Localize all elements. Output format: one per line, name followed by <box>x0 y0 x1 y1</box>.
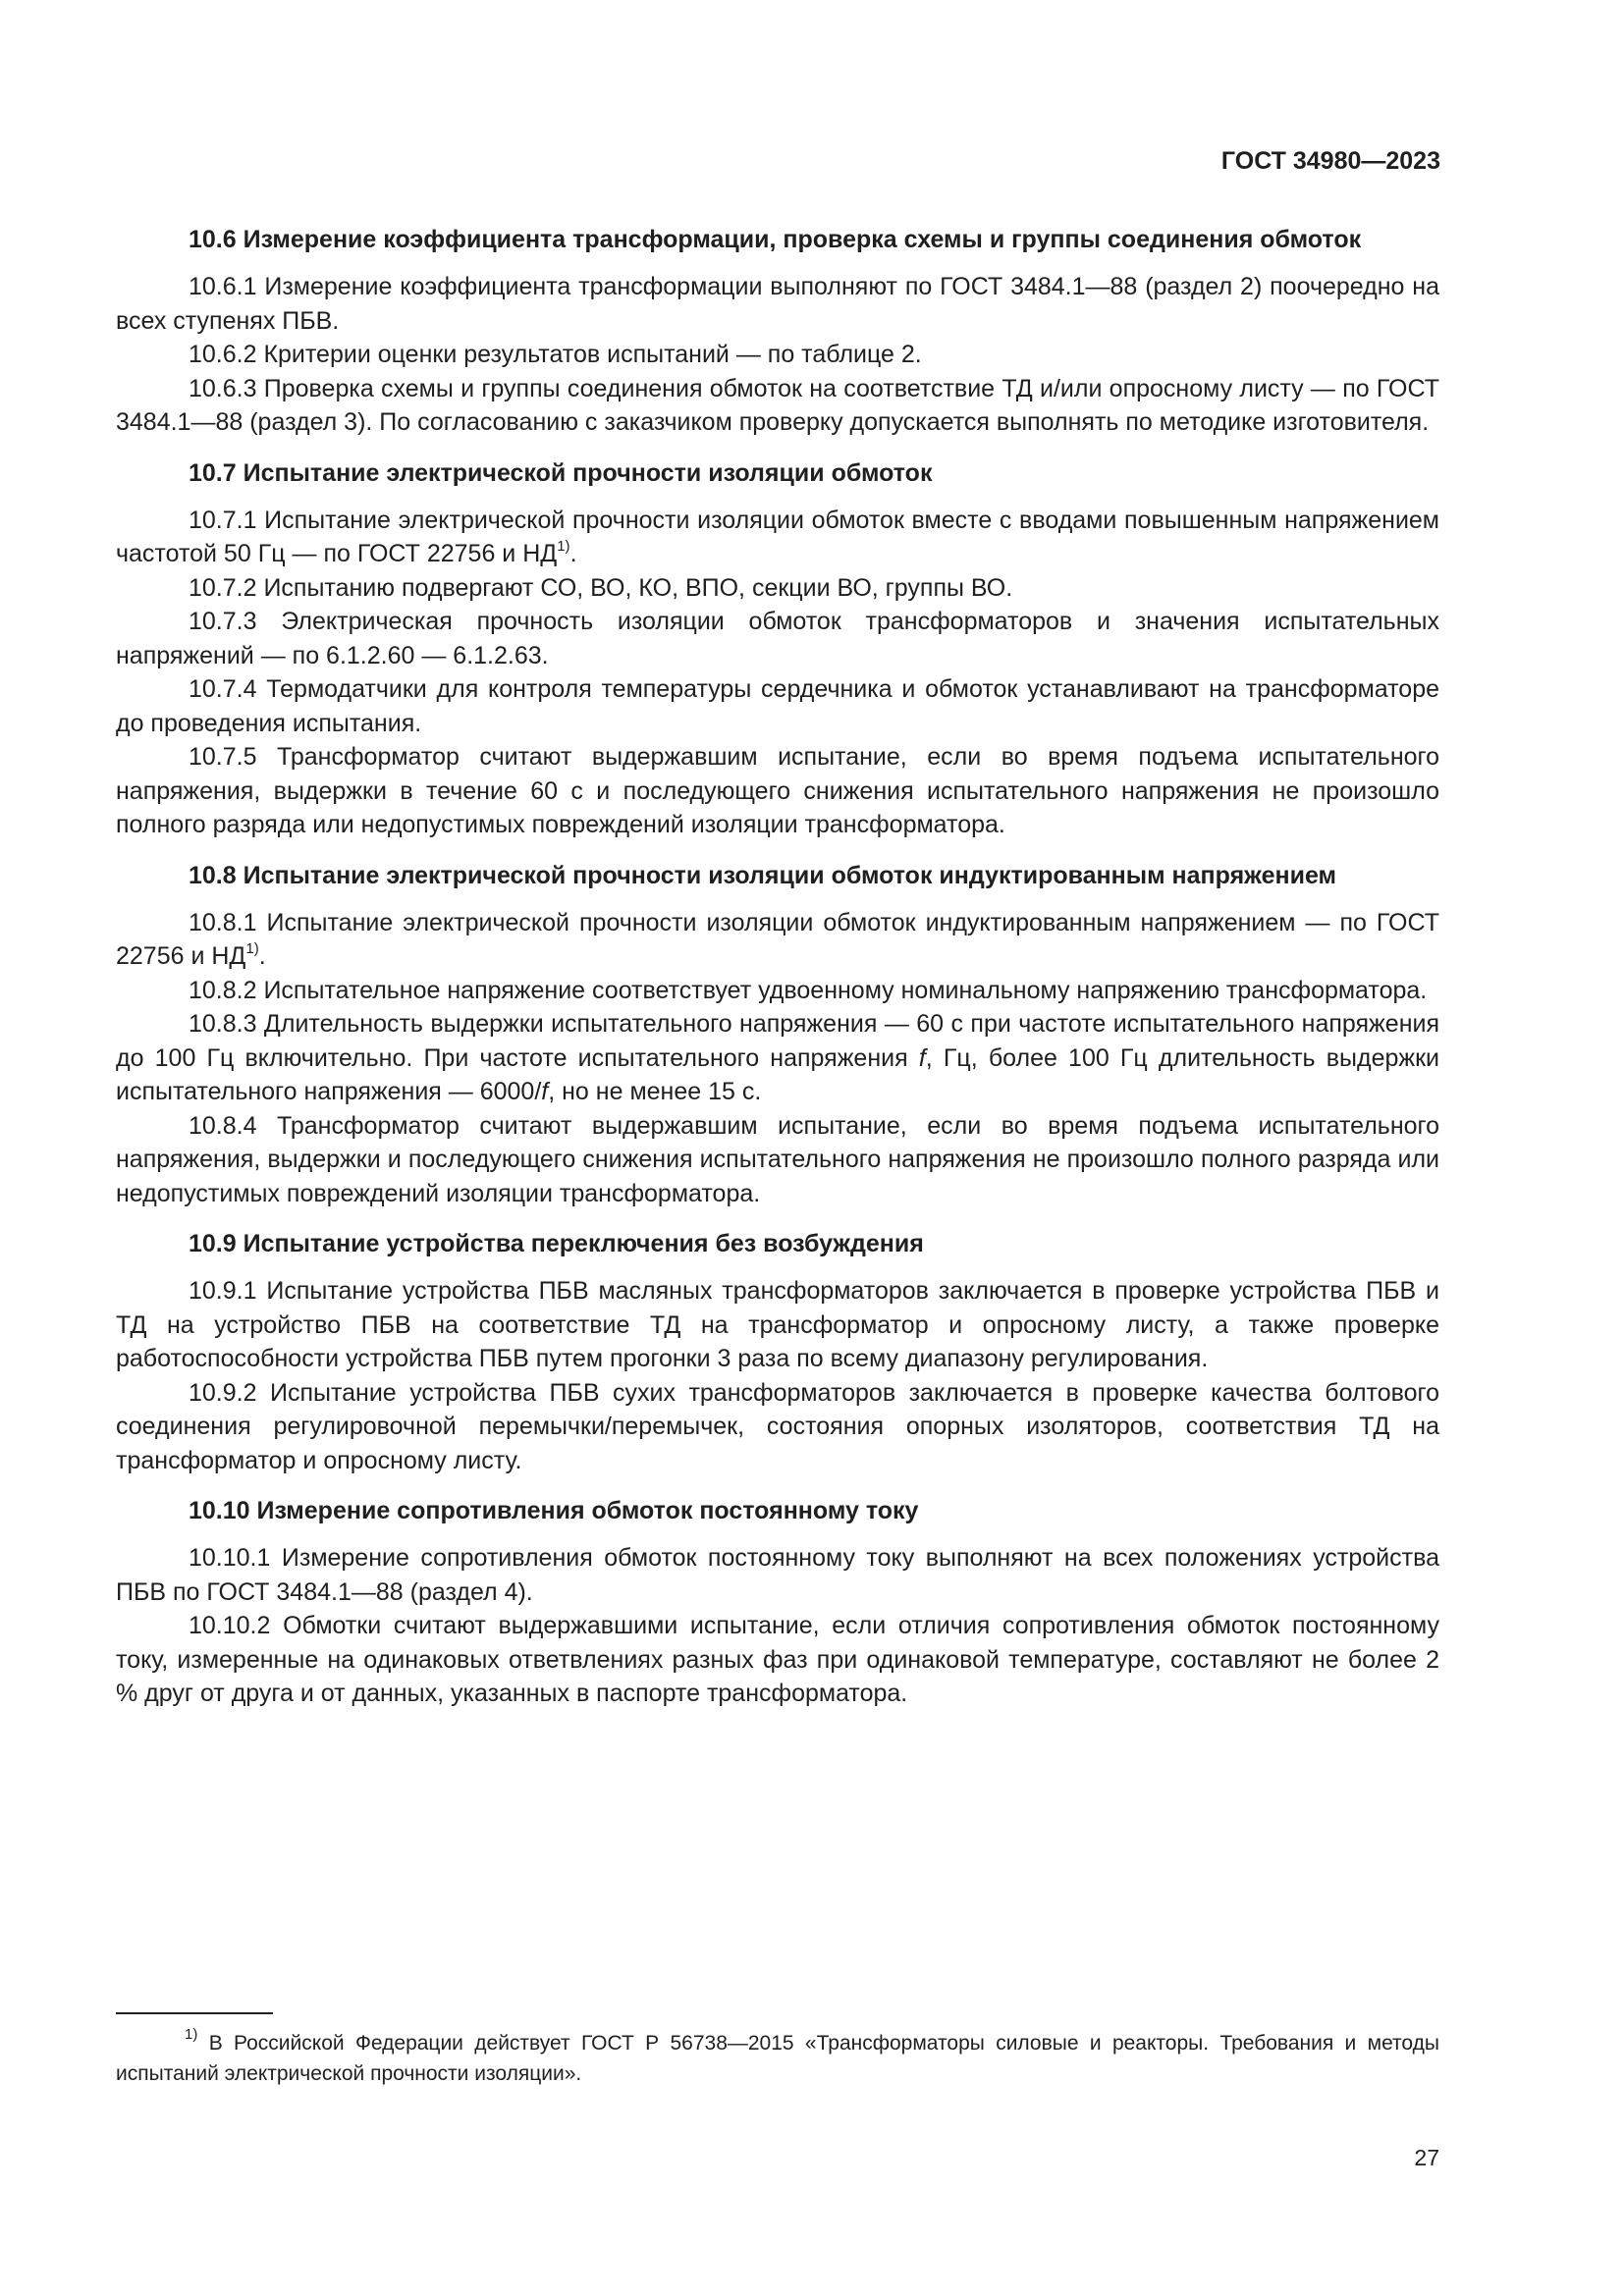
paragraph-text: 10.7.1 Испытание электрической прочности изоляции обмоток вместе с вводами повышенным напряжением частотой 50 Гц — по ГОСТ 22756 и НД <box>116 506 1439 567</box>
footnote-mark: 1) <box>185 2026 198 2043</box>
footnote-reference: 1) <box>245 940 259 957</box>
paragraph: 10.10.1 Измерение сопротивления обмоток постоянному току выполняют на всех положениях устройства ПБВ по ГОСТ 3484.1—88 (раздел 4). <box>116 1544 1439 1606</box>
footnote-reference: 1) <box>557 538 570 555</box>
paragraph: 10.7.3 Электрическая прочность изоляции обмоток трансформаторов и значения испытательных напряжений — по 6.1.2.60 — 6.1.2.63. <box>116 608 1439 669</box>
paragraph-text: . <box>569 540 577 567</box>
section-heading: 10.8 Испытание электрической прочности изоляции обмоток индуктированным напряжением <box>189 861 1337 889</box>
section-10-10 <box>116 1495 1439 1711</box>
footnote <box>116 2028 1439 2089</box>
paragraph: 10.8.4 Трансформатор считают выдержавшим испытание, если во время подъема испытательного напряжения, выдержки и последующего снижения испытательного напряжения не произошло полного разряда или недопустимых повреждений изоляции трансформатора. <box>116 1111 1439 1207</box>
paragraph: 10.7.4 Термодатчики для контроля температуры сердечника и обмоток устанавливают на трансформаторе до проведения испытания. <box>116 675 1439 737</box>
section-heading: 10.10 Измерение сопротивления обмоток постоянному току <box>189 1497 919 1524</box>
page-body <box>116 224 1439 1711</box>
paragraph: 10.7.5 Трансформатор считают выдержавшим испытание, если во время подъема испытательного напряжения, выдержки в течение 60 с и последующего снижения испытательного напряжения не произошло полного разряда или недопустимых повреждений изоляции трансформатора. <box>116 743 1439 838</box>
paragraph <box>116 906 1439 974</box>
document-id-header: ГОСТ 34980—2023 <box>1220 147 1440 175</box>
paragraph: 10.8.2 Испытательное напряжение соответствует удвоенному номинальному напряжению трансформатора. <box>189 976 1428 1004</box>
paragraph-text: 10.8.1 Испытание электрической прочности изоляции обмоток индуктированным напряжением — по ГОСТ 22756 и НД <box>116 908 1439 970</box>
section-heading: 10.6 Измерение коэффициента трансформации, проверка схемы и группы соединения обмоток <box>189 226 1362 253</box>
footnote-divider <box>116 2012 273 2014</box>
paragraph <box>116 504 1439 571</box>
paragraph-text: . <box>258 942 266 970</box>
paragraph-text: 10.8.3 Длительность выдержки испытательного напряжения — 60 с при частоте испытательного напряжения до 100 Гц включительно. При частоте испытательного напряжения <box>116 1010 1439 1072</box>
paragraph: 10.6.2 Критерии оценки результатов испытаний — по таблице 2. <box>189 341 922 368</box>
frequency-symbol: f <box>541 1078 549 1105</box>
paragraph-text: , Гц, более 100 Гц длительность выдержки испытательного напряжения — 6000/ <box>116 1043 1440 1105</box>
page-number: 27 <box>1414 2145 1439 2170</box>
paragraph <box>116 1007 1439 1109</box>
section-10-7 <box>116 457 1439 842</box>
paragraph: 10.9.1 Испытание устройства ПБВ масляных трансформаторов заключается в проверке устройства ПБВ и ТД на устройство ПБВ на соответствие ТД на трансформатор и опросному листу, а также проверке работоспособности устройства ПБВ путем прогонки 3 раза по всему диапазону регулирования. <box>116 1277 1439 1372</box>
section-heading: 10.7 Испытание электрической прочности изоляции обмоток <box>189 458 933 487</box>
section-heading: 10.9 Испытание устройства переключения без возбуждения <box>189 1230 924 1257</box>
paragraph-text: , но не менее 15 с. <box>548 1078 762 1105</box>
footnote-text: В Российской Федерации действует ГОСТ Р 56738—2015 «Трансформаторы силовые и реакторы. Требования и методы испытаний электрической прочности изоляции». <box>116 2032 1439 2085</box>
paragraph: 10.7.2 Испытанию подвергают СО, ВО, КО, ВПО, секции ВО, группы ВО. <box>189 573 1013 602</box>
paragraph: 10.10.2 Обмотки считают выдержавшими испытание, если отличия сопротивления обмоток постоянному току, измеренные на одинаковых ответвлениях разных фаз при одинаковой температуре, составляют не более 2 % друг от друга и от данных, указанных в паспорте трансформатора. <box>116 1612 1439 1707</box>
section-10-6 <box>116 224 1439 440</box>
paragraph: 10.9.2 Испытание устройства ПБВ сухих трансформаторов заключается в проверке качества болтового соединения регулировочной перемычки/перемычек, состояния опорных изоляторов, соответствия ТД на трансформатор и опросному листу. <box>116 1378 1439 1474</box>
section-10-9 <box>116 1228 1439 1477</box>
paragraph: 10.6.3 Проверка схемы и группы соединения обмоток на соответствие ТД и/или опросному листу — по ГОСТ 3484.1—88 (раздел 3). По согласованию с заказчиком проверку допускается выполнять по методике изготовителя. <box>116 374 1439 436</box>
paragraph: 10.6.1 Измерение коэффициента трансформации выполняют по ГОСТ 3484.1—88 (раздел 2) поочередно на всех ступенях ПБВ. <box>116 273 1439 335</box>
frequency-symbol: f <box>918 1043 926 1072</box>
section-10-8 <box>116 860 1439 1211</box>
